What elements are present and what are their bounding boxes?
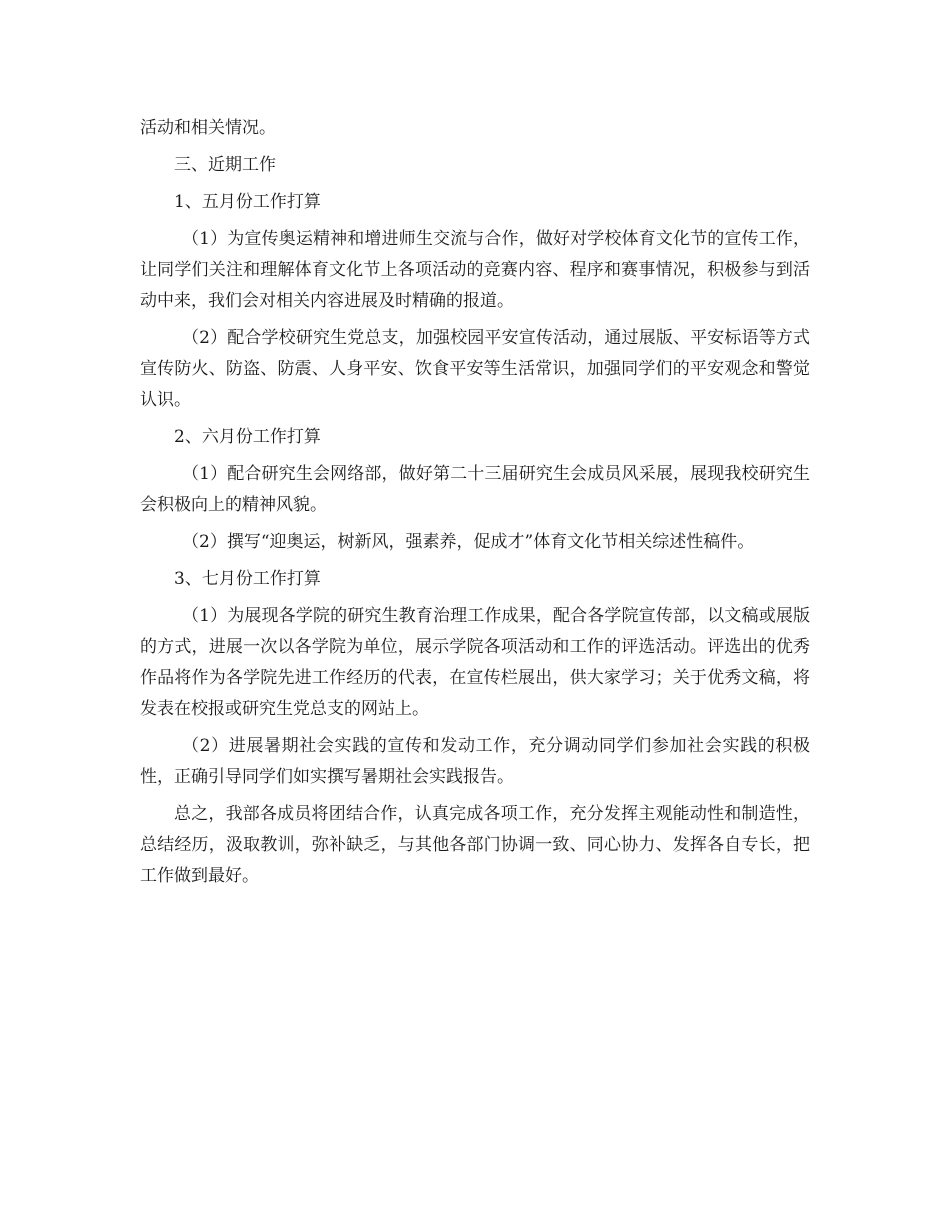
paragraph-july-item-1: （1）为展现各学院的研究生教育治理工作成果，配合各学院宣传部，以文稿或展版的方式，进展一次以各学院为单位，展示学院各项活动和工作的评选活动。评选出的优秀作品将作为各学院先进工作经历的代表，在宣传栏展出，供大家学习；关于优秀文稿，将发表在校报或研究生党总支的网站上。: [140, 606, 810, 719]
paragraph-conclusion: 总之，我部各成员将团结合作，认真完成各项工作，充分发挥主观能动性和制造性，总结经历，汲取教训，弥补缺乏，与其他各部门协调一致、同心协力、发挥各自专长，把工作做到最好。: [140, 804, 810, 886]
paragraph-may-item-1: （1）为宣传奥运精神和增进师生交流与合作，做好对学校体育文化节的宣传工作，让同学们关注和理解体育文化节上各项活动的竞赛内容、程序和赛事情况，积极参与到活动中来，我们会对相关内容进展及时精确的报道。: [140, 229, 810, 311]
paragraph-june-item-1: （1）配合研究生会网络部，做好第二十三届研究生会成员风采展，展现我校研究生会积极向上的精神风貌。: [140, 464, 810, 515]
subheading-may-plan: 1、五月份工作打算: [174, 192, 321, 212]
section-heading-recent-work: 三、近期工作: [174, 155, 276, 175]
paragraph-continuation: 活动和相关情况。: [140, 118, 276, 138]
paragraph-july-item-2: （2）进展暑期社会实践的宣传和发动工作，充分调动同学们参加社会实践的积极性，正确引导同学们如实撰写暑期社会实践报告。: [140, 736, 810, 787]
document-body: [140, 113, 810, 898]
paragraph-may-item-2: （2）配合学校研究生党总支，加强校园平安宣传活动，通过展版、平安标语等方式宣传防火、防盗、防震、人身平安、饮食平安等生活常识，加强同学们的平安观念和警觉认识。: [140, 328, 810, 410]
subheading-july-plan: 3、七月份工作打算: [174, 569, 321, 589]
paragraph-june-item-2: （2）撰写“迎奥运，树新风，强素养，促成才”体育文化节相关综述性稿件。: [182, 532, 755, 552]
subheading-june-plan: 2、六月份工作打算: [174, 427, 321, 447]
